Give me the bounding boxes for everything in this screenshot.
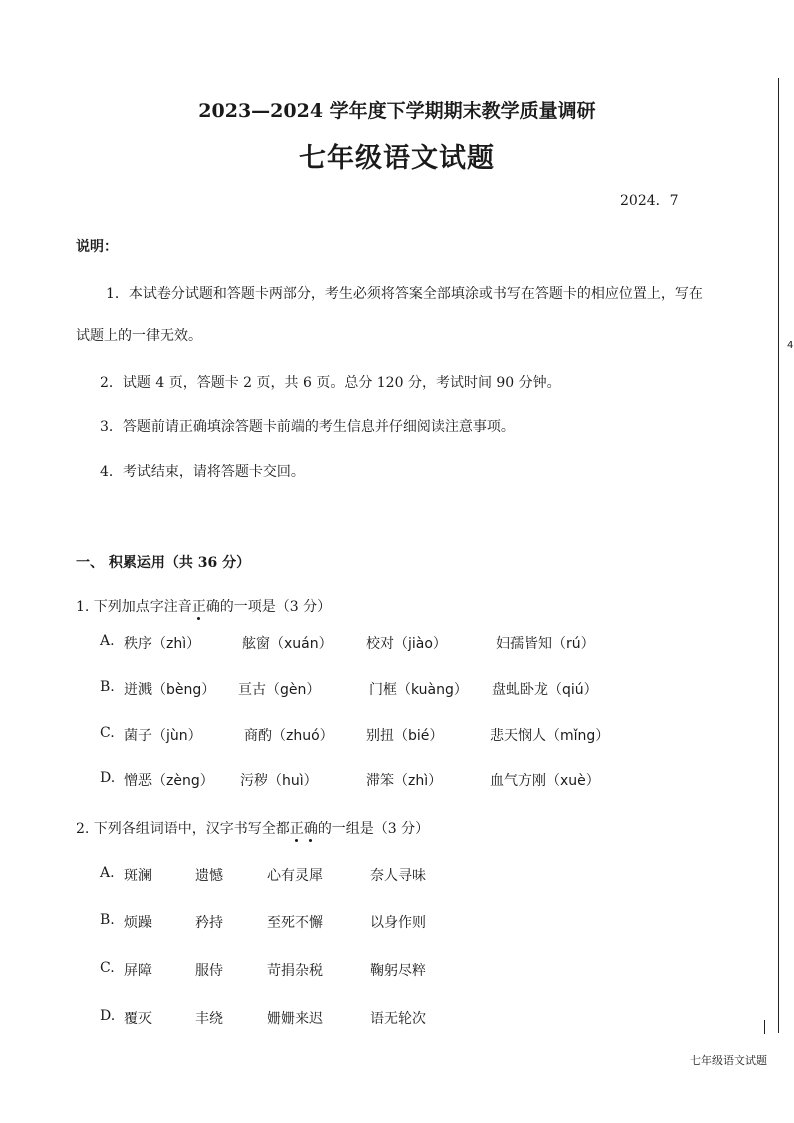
q2-emphasis-char: 正 (289, 821, 304, 837)
option-item: 菌子（jùn） (124, 728, 202, 744)
q1-emphasis-char: 正 (191, 599, 206, 615)
option-item: 迸溅（bèng） (124, 682, 216, 698)
option-item: 血气方刚（xuè） (490, 773, 600, 789)
option-item: 污秽（huì） (240, 773, 318, 789)
option-item: 亘古（gèn） (238, 682, 321, 698)
option-label: D. (100, 770, 116, 786)
note-1-line-2: 试题上的一律无效。 (76, 328, 202, 344)
option-item: 别扭（bié） (366, 728, 444, 744)
edge-mark: 4 (787, 340, 794, 351)
page-footer: 七年级语文试题 (690, 1054, 767, 1067)
note-3: 3．答题前请正确填涂答题卡前端的考生信息并仔细阅读注意事项。 (100, 419, 515, 435)
option-item: 校对（jiào） (366, 636, 447, 652)
section-1-title: 一、 积累运用（共 36 分） (76, 555, 251, 571)
option-item: 妇孺皆知（rú） (496, 636, 595, 652)
option-item: 语无轮次 (370, 1011, 426, 1027)
binding-line (778, 78, 779, 1033)
option-item: 服侍 (195, 963, 223, 979)
option-item: 斑澜 (124, 868, 152, 884)
note-2: 2．试题 4 页，答题卡 2 页，共 6 页。总分 120 分，考试时间 90 分钟。 (100, 375, 561, 391)
option-label: A. (100, 633, 115, 649)
option-item: 心有灵犀 (267, 868, 323, 884)
option-item: 鞠躬尽粹 (370, 963, 426, 979)
option-item: 丰绕 (195, 1011, 223, 1027)
option-item: 憎恶（zèng） (124, 773, 214, 789)
option-label: B. (100, 912, 115, 928)
q1-stem-pre: 1. 下列加点字注音 (76, 599, 192, 615)
option-item: 至死不懈 (267, 915, 323, 931)
option-label: C. (100, 725, 115, 741)
exam-title: 2023—2024 学年度下学期期末教学质量调研 (198, 100, 596, 122)
q1-stem-post: 确的一项是（3 分） (205, 599, 332, 615)
note-1-line-1: 1．本试卷分试题和答题卡两部分，考生必须将答案全部填涂或书写在答题卡的相应位置上，写在 (106, 286, 703, 302)
option-item: 屏障 (124, 963, 152, 979)
option-item: 烦躁 (124, 915, 152, 931)
option-item: 苛捐杂税 (267, 963, 323, 979)
option-item: 门框（kuàng） (369, 682, 468, 698)
option-item: 姗姗来迟 (267, 1011, 323, 1027)
option-item: 遗憾 (195, 868, 223, 884)
option-item: 滞笨（zhì） (366, 773, 443, 789)
option-label: D. (100, 1008, 116, 1024)
option-item: 盘虬卧龙（qiú） (492, 682, 598, 698)
exam-subtitle: 七年级语文试题 (299, 143, 495, 174)
option-label: A. (100, 865, 115, 881)
option-item: 悲天悯人（mǐng） (490, 728, 610, 744)
option-item: 以身作则 (370, 915, 426, 931)
binding-line-tick (764, 1020, 765, 1034)
q2-emphasis-char: 确 (303, 821, 318, 837)
q2-stem-post: 的一组是（3 分） (317, 821, 430, 837)
question-1-stem (76, 596, 331, 616)
option-item: 矜持 (195, 915, 223, 931)
option-item: 奈人寻味 (370, 868, 426, 884)
note-4: 4．考试结束，请将答题卡交回。 (100, 464, 305, 480)
notes-title: 说明： (76, 239, 118, 255)
q2-stem-pre: 2. 下列各组词语中，汉字书写全都 (76, 821, 290, 837)
option-label: C. (100, 960, 115, 976)
option-item: 秩序（zhì） (124, 636, 201, 652)
question-2-stem (76, 818, 429, 838)
option-item: 商酌（zhuó） (244, 728, 334, 744)
option-item: 舷窗（xuán） (242, 636, 333, 652)
option-item: 覆灭 (124, 1011, 152, 1027)
option-label: B. (100, 679, 115, 695)
exam-date: 2024．7 (620, 193, 679, 209)
